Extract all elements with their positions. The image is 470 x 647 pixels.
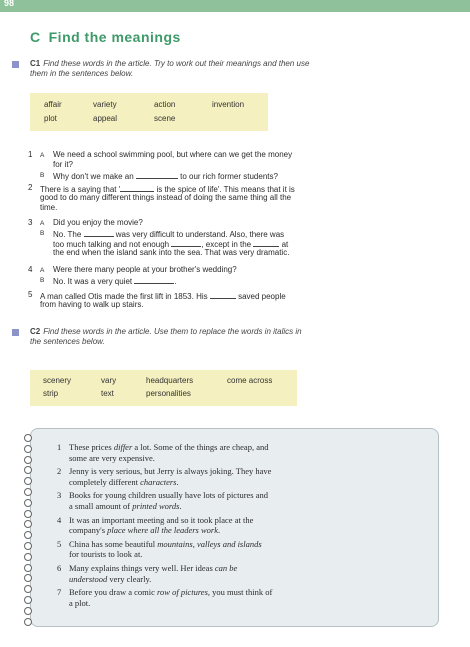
binder-ring-icon (24, 618, 32, 626)
answer-blank[interactable] (134, 275, 174, 284)
word-box-item: affair (44, 100, 62, 109)
binder-ring-icon (24, 542, 32, 550)
sentence-text: Many explains things very well. Her ideas can be understood very clearly. (69, 563, 238, 584)
binder-ring-icon (24, 510, 32, 518)
sentence-text: Jenny is very serious, but Jerry is always joking. They have completely different characters. (69, 466, 272, 487)
word-box-item: text (101, 389, 114, 398)
word-box-item: vary (101, 376, 117, 385)
binder-ring-icon (24, 445, 32, 453)
sentence-number: 6 (57, 563, 62, 573)
sentence-number: 7 (57, 587, 62, 598)
word-box-item: variety (93, 100, 117, 109)
section-title (30, 29, 181, 45)
c1-label: C1 (30, 59, 41, 68)
bullet-square-icon (12, 329, 19, 336)
binder-ring-icon (24, 607, 32, 615)
answer-blank[interactable] (136, 170, 178, 179)
word-box-item: personalities (146, 389, 191, 398)
binder-ring-icon (24, 553, 32, 561)
word-box-item: come across (227, 376, 273, 385)
c1-instruction: C1 Find these words in the article. Try to work out their meanings and then use them in the sentences below. (30, 59, 310, 78)
sentence-number: 1 (57, 442, 62, 452)
sentence-number: 4 (57, 514, 62, 525)
c2-word-box (30, 370, 297, 406)
binder-ring-icon (24, 434, 32, 442)
sentence-text: It was an important meeting and so it took place at the company's place where all the leaders work. (69, 514, 254, 536)
c1-word-box (30, 93, 268, 131)
binder-ring-icon (24, 499, 32, 507)
word-box-item: scene (154, 114, 176, 123)
word-box-item: invention (212, 100, 245, 109)
word-box-item: strip (43, 389, 59, 398)
binder-ring-icon (24, 456, 32, 464)
sentence-text: Books for young children usually have lots of pictures and a small amount of printed words. (69, 490, 269, 511)
binder-ring-icon (24, 596, 32, 604)
binder-ring-icon (24, 488, 32, 496)
sentence-number: 3 (57, 490, 62, 501)
top-color-bar (0, 0, 470, 12)
sentence-number: 2 (57, 466, 62, 477)
c2-label: C2 (30, 327, 41, 336)
sentence-text: Before you draw a comic row of pictures, you must think of a plot. (69, 587, 273, 608)
bullet-square-icon (12, 61, 19, 68)
answer-blank[interactable] (210, 290, 236, 299)
binder-ring-icon (24, 564, 32, 572)
c2-instruction: C2 Find these words in the article. Use them to replace the words in italics in the sentences below. (30, 327, 302, 346)
sentence-text: China has some beautiful mountains, valleys and islands for tourists to look at. (69, 538, 262, 560)
word-box-item: headquarters (146, 376, 194, 385)
word-box-item: action (154, 100, 176, 109)
section-letter: C (30, 29, 41, 45)
page-number: 98 (4, 0, 15, 8)
answer-blank[interactable] (253, 238, 279, 247)
word-box-item: scenery (43, 376, 72, 385)
answer-blank[interactable] (84, 228, 114, 237)
sentence-number: 5 (57, 538, 62, 549)
sentence-text: These prices differ a lot. Some of the things are cheap, and some are very expensive. (69, 442, 269, 463)
word-box-item: plot (44, 114, 57, 123)
answer-blank[interactable] (171, 238, 201, 247)
word-box-item: appeal (93, 114, 118, 123)
answer-blank[interactable] (120, 183, 154, 192)
section-title-text: Find the meanings (48, 29, 181, 45)
